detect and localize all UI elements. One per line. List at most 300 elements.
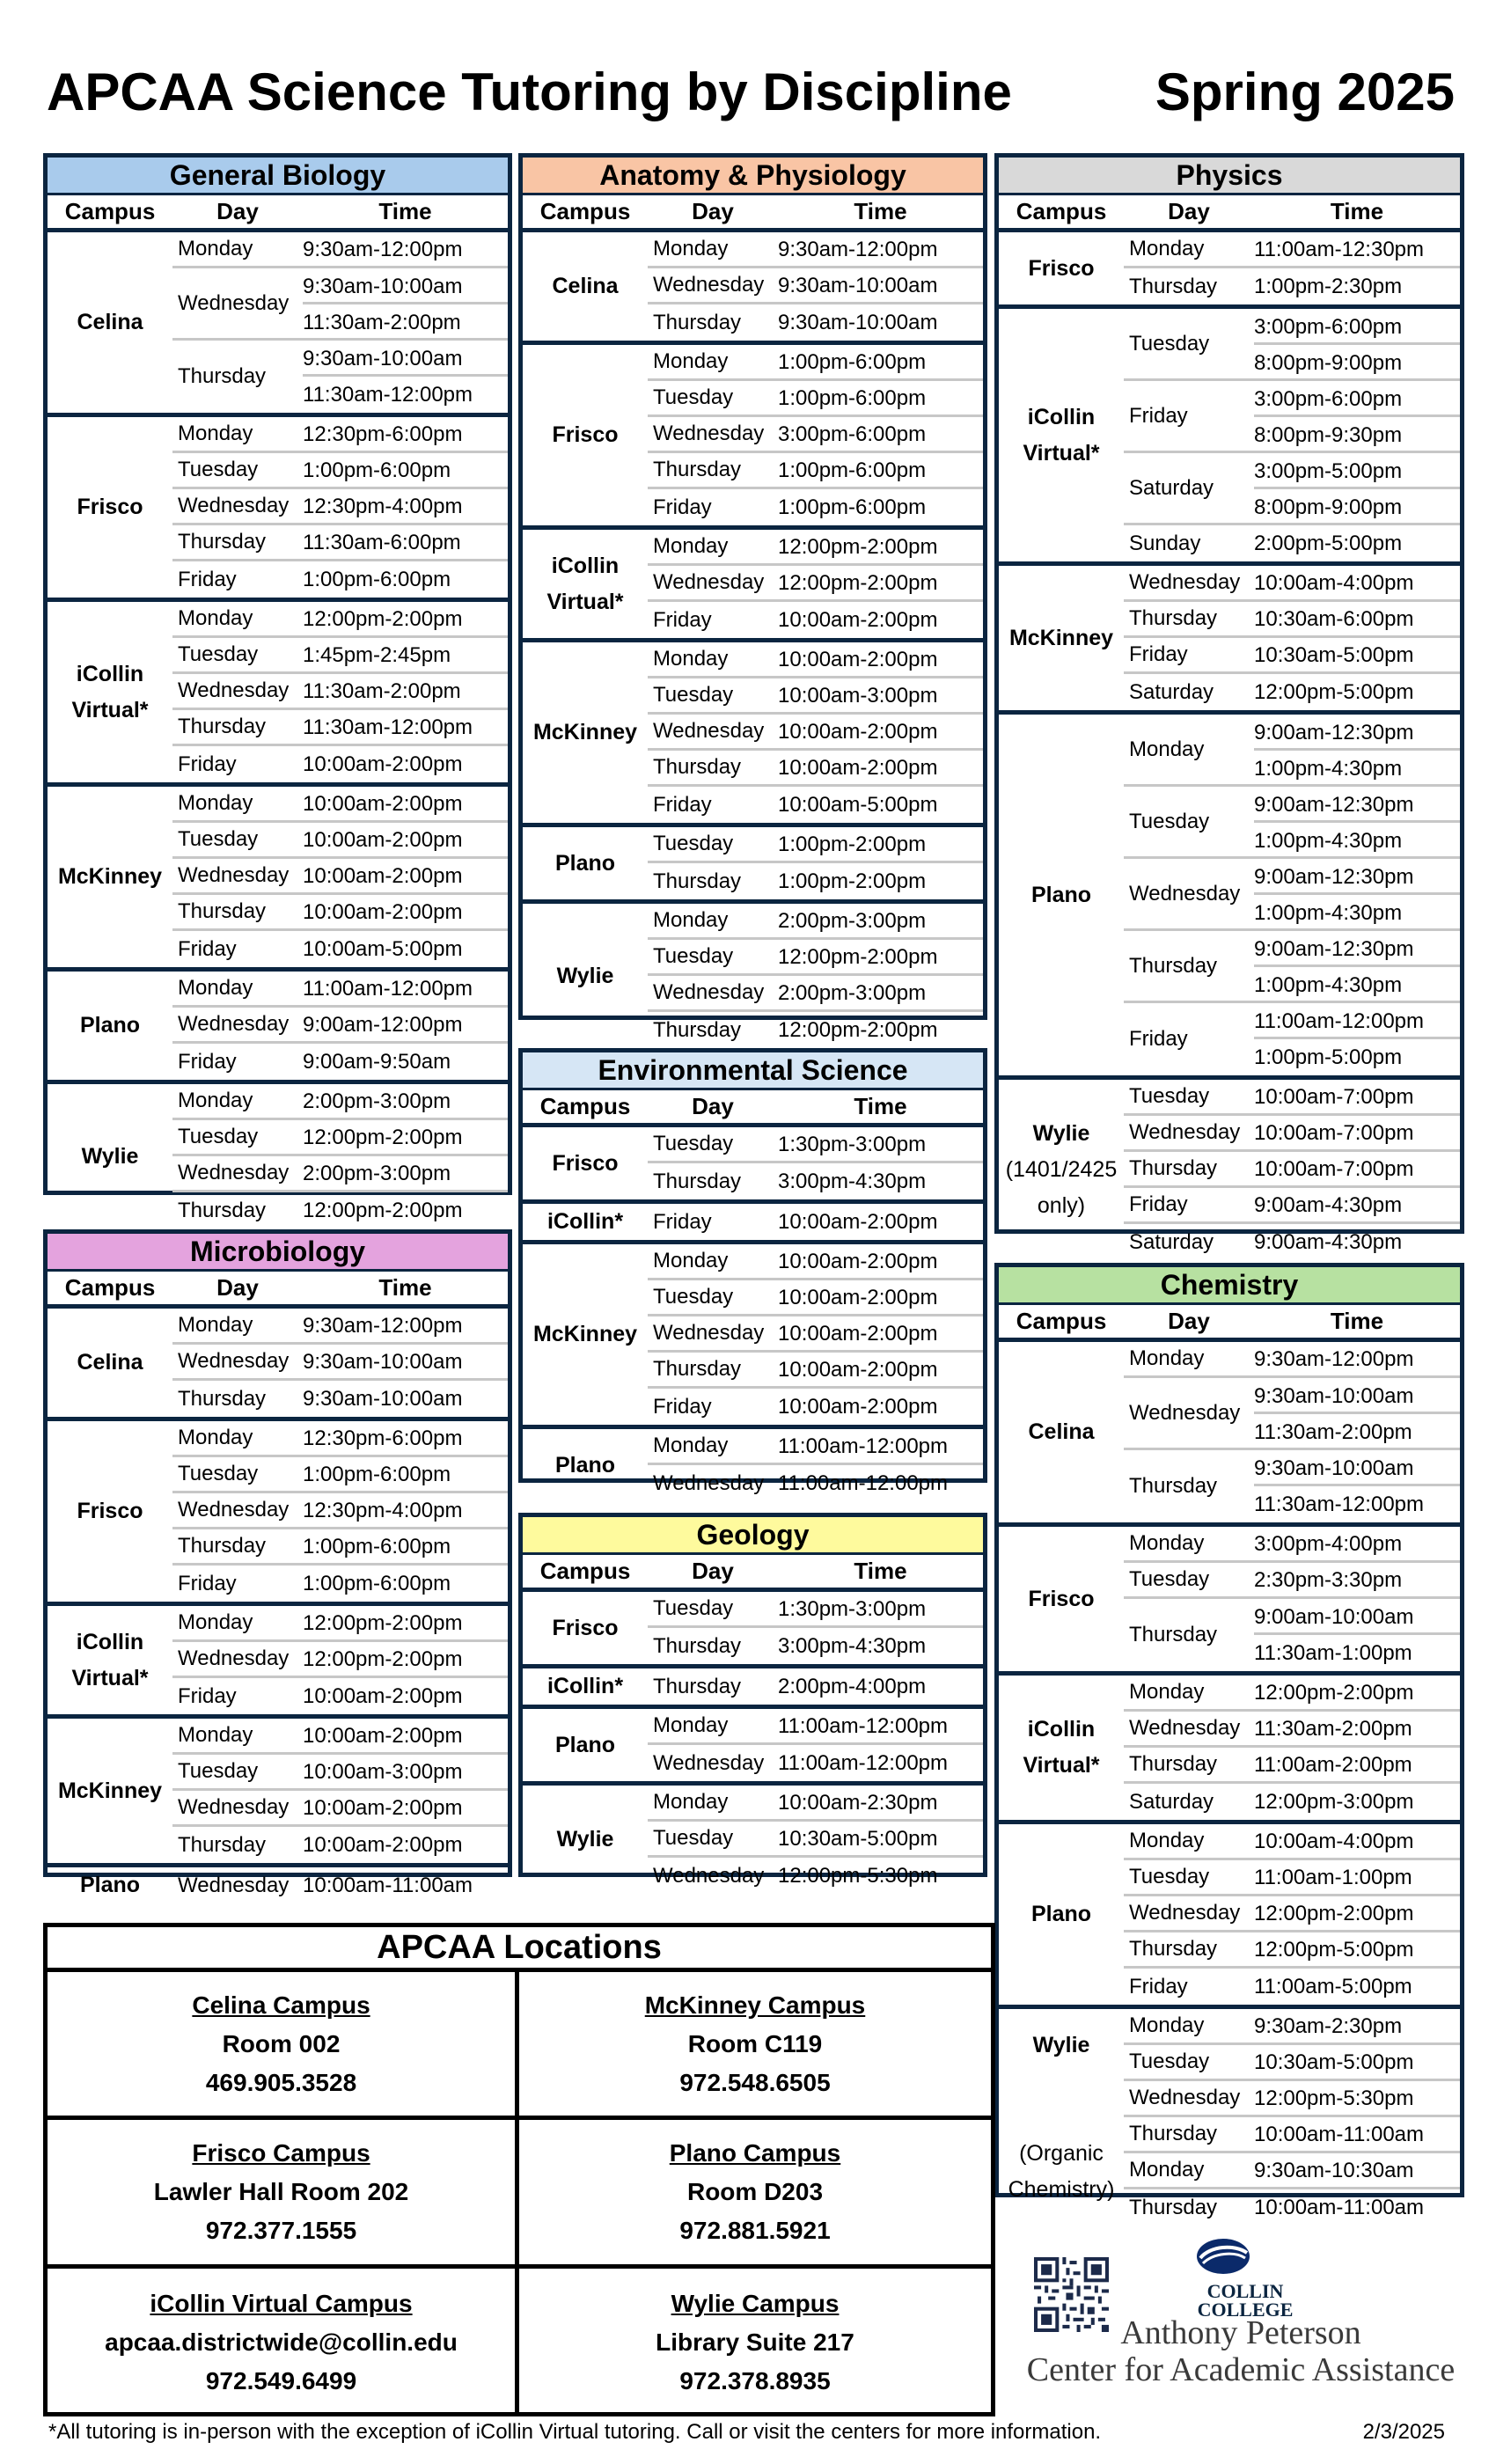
time-slot: 1:00pm-6:00pm [778,349,927,374]
day-cell: Friday [1129,1192,1188,1216]
time-cell [1254,565,1460,601]
time-slot: 10:00am-2:00pm [303,791,463,816]
schedule-row [1124,525,1460,561]
day-cell: Monday [653,647,729,671]
college-name-line1: COLLIN [1206,2280,1284,2302]
location-phone: 972.377.1555 [205,2216,357,2244]
center-name [994,2314,1487,2388]
day-cell: Friday [178,752,237,776]
schedule-row [648,1465,983,1501]
day-cell: Wednesday [178,863,290,887]
campus-name-line: iCollin [1027,404,1096,429]
schedule-row [648,489,983,525]
campus-cell [48,1606,172,1714]
time-cell [1254,859,1460,928]
campus-name-line: iCollin [76,1629,144,1654]
discipline-title: General Biology [48,158,508,195]
schedule-row [648,1316,983,1353]
schedule-row [648,1012,983,1048]
schedule-row [172,746,508,782]
schedule-row [1124,1599,1460,1671]
time-slot: 10:00am-4:00pm [1254,570,1414,595]
time-slot: 9:30am-10:00am [303,268,508,304]
time-slot: 11:30am-2:00pm [303,311,461,334]
schedule-row [1124,2045,1460,2081]
campus-name [82,1139,139,1175]
time-cell [303,601,508,637]
time-slot: 10:00am-2:00pm [778,1321,938,1346]
time-slot: 10:00am-3:00pm [303,1759,463,1784]
day-cell: Tuesday [178,1759,259,1783]
campus-cell [523,827,648,899]
time-cell [303,416,508,452]
time-slot: 1:00pm-4:30pm [1254,901,1403,925]
schedule-rows [1124,1080,1460,1260]
schedule-rows [648,1429,983,1501]
campus-name [1006,1116,1118,1224]
time-cell [778,714,983,750]
campus-group [48,1421,508,1606]
day-cell: Wednesday [653,980,765,1004]
schedule-rows [1124,715,1460,1075]
time-slot: 1:00pm-4:30pm [1254,757,1403,781]
day-cell: Thursday [1129,2122,1218,2145]
campus-cell [523,1429,648,1501]
day-cell: Wednesday [653,719,765,743]
anatomy-physiology-table [518,153,987,1042]
campus-group [523,232,983,345]
schedule-rows [172,1867,508,1903]
campus-name [555,1727,615,1764]
time-slot: 1:00pm-5:00pm [1254,1045,1403,1069]
time-cell [303,637,508,673]
schedule-rows [648,1127,983,1199]
time-slot: 9:00am-10:00am [1254,1599,1460,1635]
location-email[interactable]: apcaa.districtwide@collin.edu [105,2328,458,2356]
time-slot: 8:00pm-9:30pm [1254,423,1403,447]
time-slot: 10:00am-2:00pm [303,1833,463,1857]
footnote: *All tutoring is in-person with the exception of iCollin Virtual tutoring. Call or visit the centers for more information. [48,2420,1102,2444]
campus-name-line: Celina [77,1350,143,1375]
campus-name-line: Plano [79,1013,141,1038]
time-slot: 9:30am-12:00pm [1254,1346,1414,1371]
time-slot: 3:00pm-6:00pm [778,422,927,446]
discipline-title: Physics [999,158,1460,195]
day-cell: Tuesday [653,832,734,855]
campus-group [523,1592,983,1668]
time-slot: 12:00pm-2:00pm [303,1125,463,1149]
campus-name-line: Frisco [77,1499,143,1523]
day-cell: Monday [1129,237,1205,260]
time-slot: 10:00am-2:00pm [303,1684,463,1708]
time-cell [1254,2116,1460,2152]
day-cell: Thursday [1129,1752,1218,1776]
campus-column-header: Campus [539,1558,631,1584]
schedule-row [1124,715,1460,787]
location-name: iCollin Virtual Campus [150,2289,413,2317]
campus-note-line: Chemistry) [1008,2176,1115,2202]
time-cell [778,863,983,899]
time-cell [303,1718,508,1754]
collin-college-logo [1192,2235,1298,2319]
time-cell [303,822,508,858]
time-cell [1254,1747,1460,1783]
day-cell: Thursday [178,1832,267,1857]
schedule-row [1124,1527,1460,1563]
day-cell: Friday [1129,642,1188,666]
time-cell [303,1678,508,1714]
schedule-rows [1124,1527,1460,1671]
time-cell [778,452,983,488]
center-name-line2: Center for Academic Assistance [1026,2351,1456,2388]
time-slot: 9:30am-10:00am [1254,1450,1460,1486]
time-slot: 1:00pm-4:30pm [1254,829,1403,853]
campus-name [1028,1414,1094,1450]
time-cell [1254,1784,1460,1820]
day-cell: Tuesday [1129,1865,1210,1888]
time-slot: 11:00am-12:30pm [1254,237,1425,261]
time-cell [303,1119,508,1155]
time-cell [778,489,983,525]
time-cell [303,231,508,268]
time-slot: 9:00am-4:30pm [1254,1230,1403,1254]
location-celina [48,1972,519,2120]
schedule-row [172,232,508,268]
day-cell: Thursday [653,1017,742,1042]
campus-cell [48,602,172,782]
schedule-rows [648,1786,983,1894]
time-cell [1254,1932,1460,1968]
time-cell [1254,715,1460,784]
schedule-row [648,1628,983,1664]
time-cell [1254,525,1460,561]
semester-label: Spring 2025 [1155,62,1455,121]
time-cell [303,1605,508,1641]
time-slot: 1:00pm-4:30pm [1254,973,1403,997]
time-slot: 12:00pm-2:00pm [778,944,938,969]
schedule-row [172,638,508,674]
schedule-row [648,1353,983,1389]
time-slot: 8:00pm-9:00pm [1254,495,1403,519]
day-cell: Wednesday [653,1863,765,1888]
time-cell [1254,2152,1460,2189]
day-cell: Wednesday [1129,570,1241,594]
time-slot: 10:00am-2:00pm [303,863,463,888]
campus-name-line: Virtual* [1023,440,1100,466]
time-slot: 1:00pm-6:00pm [303,1534,451,1558]
schedule-rows [1124,232,1460,304]
schedule-row [648,1389,983,1425]
schedule-rows [648,1244,983,1425]
day-column-header: Day [1168,198,1210,224]
time-cell [303,1754,508,1790]
schedule-row [1124,453,1460,525]
day-cell: Monday [653,237,729,260]
schedule-row [172,1606,508,1642]
time-slot: 12:00pm-5:30pm [778,1864,938,1888]
schedule-rows [172,972,508,1080]
schedule-row [1124,2117,1460,2153]
campus-cell [523,1204,648,1240]
campus-group [48,787,508,972]
campus-name-line: Celina [552,274,619,298]
time-slot: 2:00pm-3:00pm [778,908,927,933]
campus-name-line: Plano [1030,1902,1092,1926]
time-cell [778,1204,983,1240]
schedule-row [172,710,508,746]
campus-column-header: Campus [1016,198,1107,224]
schedule-row [1124,1712,1460,1748]
location-phone: 972.548.6505 [679,2068,831,2096]
day-cell: Monday [653,1713,729,1737]
campus-name-line: iCollin [1027,1717,1096,1742]
campus-group [999,2009,1460,2226]
time-slot: 12:30pm-6:00pm [303,1426,463,1450]
time-column-header: Time [378,1274,432,1301]
campus-name [77,1345,143,1381]
campus-name-line: Frisco [552,1615,619,1640]
time-slot: 10:30am-5:00pm [1254,2050,1414,2074]
schedule-row [172,972,508,1008]
campus-group [523,1668,983,1709]
location-name: Frisco Campus [192,2138,370,2167]
campus-name [1028,251,1094,287]
time-cell [778,750,983,786]
time-slot: 9:00am-12:30pm [1254,859,1460,895]
schedule-row [648,863,983,899]
time-cell [778,1389,983,1425]
day-cell: Wednesday [653,422,765,445]
schedule-row [1124,2189,1460,2226]
time-slot: 11:00am-12:00pm [778,1713,949,1738]
time-slot: 8:00pm-9:00pm [1254,351,1403,375]
day-cell: Wednesday [653,273,765,297]
time-cell [778,787,983,823]
schedule-row [1124,602,1460,638]
day-cell: Tuesday [653,1285,734,1309]
schedule-row [648,1709,983,1745]
schedule-row [1124,931,1460,1003]
day-cell: Tuesday [1129,2050,1210,2073]
time-slot: 10:00am-11:00am [1254,2196,1425,2219]
day-cell: Wednesday [1129,1716,1241,1740]
campus-column-header: Campus [64,198,156,224]
time-cell [1254,1450,1460,1522]
schedule-row [172,1642,508,1678]
schedule-row [172,1309,508,1345]
time-cell [778,678,983,714]
campus-name [552,268,618,304]
schedule-row [648,1592,983,1628]
time-cell [1254,381,1460,451]
campus-group [523,1244,983,1429]
time-cell [778,268,983,304]
time-column-header: Time [378,198,432,224]
time-cell [303,1641,508,1677]
time-slot: 2:00pm-5:00pm [1254,532,1403,555]
schedule-row [1124,1450,1460,1522]
date-stamp: 2/3/2025 [1362,2420,1445,2444]
campus-column-header: Campus [64,1274,156,1301]
location-phone: 469.905.3528 [205,2068,357,2096]
campus-name-line: iCollin* [546,1209,624,1234]
schedule-row [648,345,983,381]
time-slot: 2:00pm-3:00pm [303,1161,451,1185]
time-cell [1254,1115,1460,1151]
day-cell: Thursday [178,530,267,554]
day-cell: Tuesday [1129,331,1210,356]
campus-cell [48,972,172,1080]
time-slot: 1:00pm-6:00pm [303,568,451,591]
campus-name-line: McKinney [57,864,163,889]
time-slot: 1:30pm-3:00pm [778,1596,927,1621]
time-cell [778,565,983,601]
time-cell [303,268,508,338]
campus-name-line: Frisco [77,495,143,519]
campus-name-line: Plano [1030,882,1092,907]
schedule-row [172,268,508,341]
column-header-row [523,1090,983,1127]
campus-group [48,972,508,1084]
campus-name [71,656,148,729]
day-cell: Monday [653,1434,729,1457]
time-slot: 9:00am-4:30pm [1254,1192,1403,1217]
day-cell: Monday [178,606,253,630]
schedule-row [172,1791,508,1827]
schedule-rows [172,602,508,782]
day-cell: Monday [1129,737,1205,761]
schedule-row [1124,1784,1460,1820]
campus-name-line: Virtual* [71,1665,149,1690]
campus-group [999,309,1460,566]
campus-name-line: Virtual* [1023,1753,1100,1778]
environmental-science-table [518,1048,987,1495]
day-cell: Thursday [653,1633,742,1658]
schedule-row [172,1529,508,1566]
schedule-row [1124,309,1460,381]
time-slot: 3:00pm-5:00pm [1254,453,1460,489]
schedule-rows [648,904,983,1048]
campus-name [77,304,143,341]
time-slot: 9:30am-10:30am [1254,2158,1414,2182]
day-cell: Thursday [1129,1156,1218,1180]
campus-name [71,1624,148,1697]
college-swoosh-icon [1192,2235,1254,2277]
location-phone: 972.881.5921 [679,2216,831,2244]
location-name: Wylie Campus [671,2289,840,2317]
time-cell [303,858,508,894]
day-cell: Wednesday [178,1646,290,1670]
time-cell [778,939,983,975]
campus-note-line [1008,2064,1115,2100]
schedule-row [172,453,508,489]
schedule-row [172,1192,508,1228]
time-slot: 12:00pm-5:00pm [1254,680,1414,704]
page-title: APCAA Science Tutoring by Discipline [47,62,1012,121]
schedule-row [1124,2081,1460,2117]
day-column-header: Day [692,1093,734,1119]
general-biology-table [43,153,512,1222]
day-cell: Monday [178,976,253,1000]
campus-column-header: Campus [1016,1308,1107,1334]
campus-name [552,1146,618,1182]
time-slot: 12:00pm-2:00pm [778,534,938,559]
location-wylie [519,2269,991,2416]
campus-name [58,1773,162,1809]
campus-name-line: Virtual* [71,697,149,722]
time-slot: 10:00am-2:00pm [778,755,938,780]
campus-name-line: Wylie [1032,2032,1090,2057]
geology-table [518,1513,987,1888]
time-cell [303,1308,508,1344]
schedule-row [172,341,508,413]
schedule-row [648,787,983,823]
time-slot: 2:00pm-4:00pm [778,1675,927,1698]
time-cell [303,1044,508,1080]
location-phone: 972.549.6499 [205,2366,357,2394]
day-cell: Wednesday [178,290,290,315]
time-cell [1254,1675,1460,1711]
schedule-row [648,530,983,566]
time-cell [303,673,508,709]
campus-name-line: Plano [554,1452,616,1478]
chemistry-table [994,1263,1464,2219]
schedule-row [1124,859,1460,931]
schedule-row [172,859,508,895]
campus-group [48,1867,508,1903]
time-slot: 11:00am-12:00pm [778,1471,949,1495]
time-slot: 12:00pm-2:00pm [778,1018,938,1042]
column-header-row [523,195,983,232]
schedule-rows [1124,1342,1460,1522]
time-cell [778,1428,983,1464]
schedule-row [648,417,983,453]
day-cell: Monday [1129,2013,1205,2037]
time-slot: 10:30am-5:00pm [778,1826,938,1851]
time-cell [1254,1526,1460,1562]
discipline-title: Anatomy & Physiology [523,158,983,195]
time-cell [778,1785,983,1821]
day-cell: Friday [1129,403,1188,428]
time-cell [778,1745,983,1781]
day-cell: Monday [653,349,729,373]
day-cell: Friday [653,495,712,519]
time-column-header: Time [854,198,907,224]
campus-name-line: iCollin [76,661,144,686]
location-plano [519,2120,991,2268]
time-slot: 10:00am-2:00pm [778,1285,938,1309]
time-slot: 11:30am-2:00pm [1254,1420,1412,1444]
time-cell [778,380,983,416]
time-cell [778,416,983,452]
campus-name [1008,2028,1115,2208]
day-cell: Tuesday [653,385,734,409]
time-slot: 9:30am-12:00pm [303,1313,463,1338]
time-cell [303,1492,508,1529]
time-slot: 12:00pm-2:00pm [1254,1901,1414,1925]
day-cell: Thursday [653,458,742,481]
time-slot: 11:30am-2:00pm [1254,1716,1412,1741]
time-cell [303,1867,508,1903]
location-icollin [48,2269,519,2416]
locations-table [43,1923,995,2416]
schedule-row [172,895,508,931]
time-slot: 9:30am-10:00am [303,1387,463,1411]
campus-group [523,827,983,904]
time-slot: 9:30am-10:00am [1254,1378,1460,1414]
campus-name-line: Frisco [1028,255,1095,281]
day-cell: Thursday [1129,1623,1218,1646]
